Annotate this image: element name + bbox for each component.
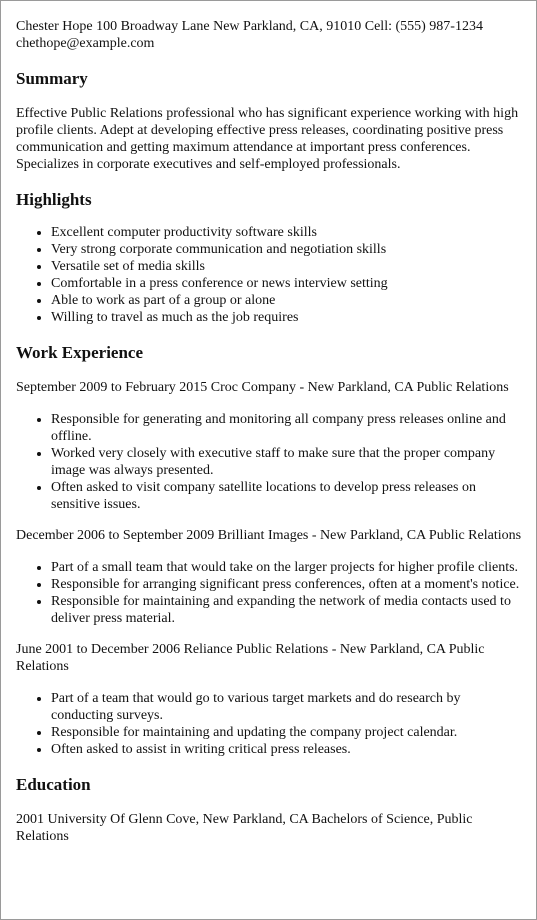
job-bullet: • Worked very closely with executive staff to make sure that the proper company image was always presented. <box>51 445 522 479</box>
job-bullet: • Responsible for maintaining and updating the company project calendar. <box>51 724 522 741</box>
summary-heading: Summary <box>16 69 88 88</box>
job-bullet: • Often asked to visit company satellite locations to develop press releases on sensitive issues. <box>51 479 522 513</box>
job-bullet: • Responsible for generating and monitoring all company press releases online and offline. <box>51 411 522 445</box>
highlights-list <box>16 224 522 326</box>
highlight-item: • Able to work as part of a group or alone <box>51 292 522 309</box>
highlight-item: • Very strong corporate communication and negotiation skills <box>51 241 522 258</box>
highlight-item: • Versatile set of media skills <box>51 258 522 275</box>
education-heading: Education <box>16 775 91 794</box>
job-bullet: • Part of a team that would go to various target markets and do research by conducting surveys. <box>51 690 522 724</box>
job-header: June 2001 to December 2006 Reliance Public Relations - New Parkland, CA Public Relations <box>16 642 485 674</box>
job-bullet-list <box>16 411 522 513</box>
job-bullet: • Often asked to assist in writing critical press releases. <box>51 741 522 758</box>
highlight-item: • Willing to travel as much as the job requires <box>51 309 522 326</box>
work-experience-heading: Work Experience <box>16 343 144 362</box>
highlight-item: • Comfortable in a press conference or news interview setting <box>51 275 522 292</box>
contact-line: Chester Hope 100 Broadway Lane New Parkland, CA, 91010 Cell: (555) 987-1234 <box>16 19 483 34</box>
summary-text: Effective Public Relations professional who has significant experience working with high profile clients. Adept at developing effective press releases, coordinating positive press communication and getting maximum attendance at important press conferences. Specializes in corporate executives and self-employed professionals. <box>16 106 519 172</box>
job-bullet: • Responsible for arranging significant press conferences, often at a moment's notice. <box>51 576 522 593</box>
job-bullet: • Responsible for maintaining and expanding the network of media contacts used to deliver press material. <box>51 593 522 627</box>
job-header: December 2006 to September 2009 Brilliant Images - New Parkland, CA Public Relations <box>16 528 522 543</box>
highlight-item: • Excellent computer productivity software skills <box>51 224 522 241</box>
job-bullet-list <box>16 559 522 627</box>
education-text: 2001 University Of Glenn Cove, New Parkland, CA Bachelors of Science, Public Relations <box>16 812 473 844</box>
job-bullet-list <box>16 690 522 758</box>
contact-email: chethope@example.com <box>16 36 155 51</box>
job-header: September 2009 to February 2015 Croc Company - New Parkland, CA Public Relations <box>16 380 509 395</box>
job-bullet: • Part of a small team that would take on the larger projects for higher profile clients. <box>51 559 522 576</box>
highlights-heading: Highlights <box>16 190 92 209</box>
